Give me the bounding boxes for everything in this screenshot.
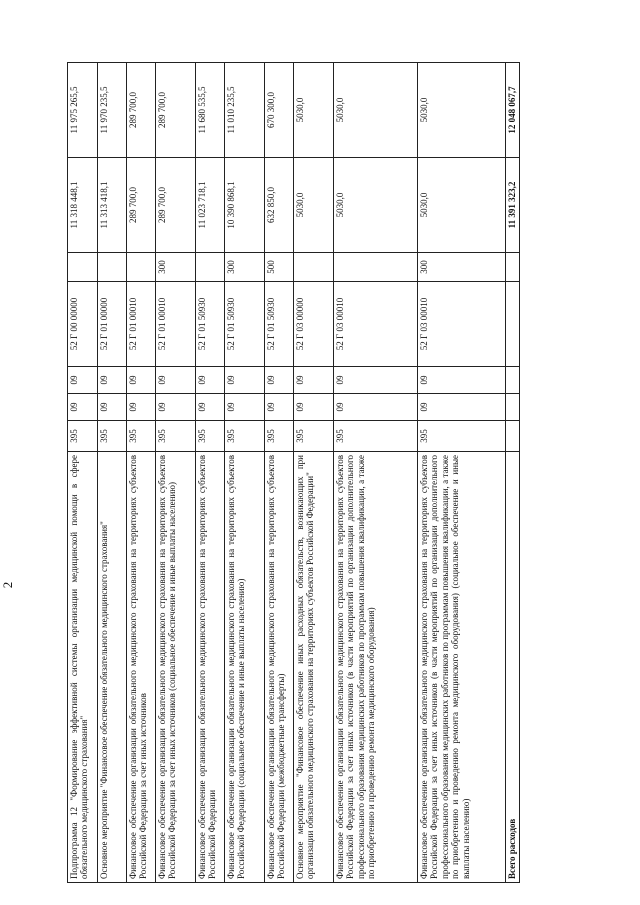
row-vr: 300 bbox=[225, 253, 265, 282]
row-name: Финансовое обеспечение организации обязательного медицинского страхования на территориях субъектов Российской Федерации (социальное обеспечение и иные выплаты населению) bbox=[225, 452, 265, 883]
table-row bbox=[98, 63, 127, 883]
row-vr bbox=[68, 253, 98, 282]
row-rz: 09 bbox=[68, 394, 98, 421]
row-ved: 395 bbox=[418, 421, 506, 452]
row-amount-1: 11 023 718,1 bbox=[196, 158, 225, 253]
total-amount-1: 11 391 323,2 bbox=[506, 158, 520, 253]
row-amount-1: 632 850,0 bbox=[265, 158, 294, 253]
row-csr: 52 Г 03 00010 bbox=[334, 282, 418, 367]
table-row bbox=[334, 63, 418, 883]
row-ved: 395 bbox=[294, 421, 334, 452]
row-vr bbox=[196, 253, 225, 282]
row-pr: 09 bbox=[225, 367, 265, 394]
row-amount-1: 289 700,0 bbox=[156, 158, 196, 253]
row-ved: 395 bbox=[334, 421, 418, 452]
row-rz: 09 bbox=[127, 394, 156, 421]
row-amount-1: 10 390 868,1 bbox=[225, 158, 265, 253]
row-csr: 52 Г 01 50930 bbox=[196, 282, 225, 367]
row-csr: 52 Г 03 00010 bbox=[418, 282, 506, 367]
row-pr: 09 bbox=[334, 367, 418, 394]
table-row bbox=[196, 63, 225, 883]
row-name: Финансовое обеспечение организации обязательного медицинского страхования на территориях субъектов Российской Федерации за счет иных источников (социальное обеспечение и иные выплаты населению) bbox=[156, 452, 196, 883]
row-ved: 395 bbox=[265, 421, 294, 452]
row-vr bbox=[294, 253, 334, 282]
row-name: Финансовое обеспечение организации обязательного медицинского страхования на территориях субъектов Российской Федерации за счет иных источников (в части мероприятий по организации дополнительного профессионального образования медицинских работников по программам повышения квалификации, а также по приобретению и проведению ремонта медицинского оборудования) bbox=[334, 452, 418, 883]
row-rz: 09 bbox=[196, 394, 225, 421]
row-amount-2: 289 700,0 bbox=[127, 63, 156, 158]
table-row bbox=[68, 63, 98, 883]
budget-table bbox=[67, 62, 520, 883]
row-amount-2: 670 300,0 bbox=[265, 63, 294, 158]
row-csr: 52 Г 01 00010 bbox=[127, 282, 156, 367]
row-pr: 09 bbox=[294, 367, 334, 394]
row-amount-2: 5030,0 bbox=[418, 63, 506, 158]
row-csr: 52 Г 01 00010 bbox=[156, 282, 196, 367]
row-rz: 09 bbox=[294, 394, 334, 421]
row-amount-2: 11 975 265,5 bbox=[68, 63, 98, 158]
row-vr bbox=[98, 253, 127, 282]
row-ved: 395 bbox=[156, 421, 196, 452]
row-amount-1: 5030,0 bbox=[418, 158, 506, 253]
table-row bbox=[225, 63, 265, 883]
row-name: Основное мероприятие "Финансовое обеспечение иных расходных обязательств, возникающих при организации обязательного медицинского страхования на территориях субъектов Российской Федерации" bbox=[294, 452, 334, 883]
row-name: Основное мероприятие "Финансовое обеспечение обязательного медицинского страхования" bbox=[98, 452, 127, 883]
table-row bbox=[294, 63, 334, 883]
row-vr: 300 bbox=[156, 253, 196, 282]
row-amount-2: 5030,0 bbox=[294, 63, 334, 158]
row-pr: 09 bbox=[196, 367, 225, 394]
row-amount-2: 11 680 535,5 bbox=[196, 63, 225, 158]
row-ved: 395 bbox=[225, 421, 265, 452]
row-amount-1: 5030,0 bbox=[294, 158, 334, 253]
row-rz: 09 bbox=[265, 394, 294, 421]
table-row bbox=[156, 63, 196, 883]
row-amount-2: 5030,0 bbox=[334, 63, 418, 158]
row-vr bbox=[127, 253, 156, 282]
page-number: 2 bbox=[0, 581, 15, 589]
row-vr: 300 bbox=[418, 253, 506, 282]
row-csr: 52 Г 01 00000 bbox=[98, 282, 127, 367]
row-rz: 09 bbox=[225, 394, 265, 421]
row-pr: 09 bbox=[68, 367, 98, 394]
row-csr: 52 Г 01 50930 bbox=[265, 282, 294, 367]
row-csr: 52 Г 01 50930 bbox=[225, 282, 265, 367]
row-pr: 09 bbox=[156, 367, 196, 394]
row-ved: 395 bbox=[127, 421, 156, 452]
row-ved: 395 bbox=[68, 421, 98, 452]
table-row bbox=[265, 63, 294, 883]
row-name: Подпрограмма 12 "Формирование эффективной системы организации медицинской помощи в сфере обязательного медицинского страхования" bbox=[68, 452, 98, 883]
row-vr: 500 bbox=[265, 253, 294, 282]
row-amount-2: 11 970 235,5 bbox=[98, 63, 127, 158]
row-amount-1: 5030,0 bbox=[334, 158, 418, 253]
row-pr: 09 bbox=[265, 367, 294, 394]
row-name: Финансовое обеспечение организации обязательного медицинского страхования на территориях субъектов Российской Федерации за счет иных источников (в части мероприятий по организации дополнительного профессионального образования медицинских работников по программам повышения квалификации, а также по приобретению и проведению ремонта медицинского оборудования) (социальное обеспечение и иные выплаты населению) bbox=[418, 452, 506, 883]
total-amount-2: 12 048 067,7 bbox=[506, 63, 520, 158]
total-row bbox=[506, 63, 520, 883]
table-row bbox=[127, 63, 156, 883]
table-row bbox=[418, 63, 506, 883]
row-name: Финансовое обеспечение организации обязательного медицинского страхования на территориях субъектов Российской Федерации за счет иных источников bbox=[127, 452, 156, 883]
row-rz: 09 bbox=[334, 394, 418, 421]
row-rz: 09 bbox=[418, 394, 506, 421]
row-vr bbox=[334, 253, 418, 282]
row-csr: 52 Г 03 00000 bbox=[294, 282, 334, 367]
row-pr: 09 bbox=[418, 367, 506, 394]
row-pr: 09 bbox=[98, 367, 127, 394]
row-amount-1: 11 318 448,1 bbox=[68, 158, 98, 253]
row-rz: 09 bbox=[98, 394, 127, 421]
row-amount-2: 11 010 235,5 bbox=[225, 63, 265, 158]
row-csr: 52 Г 00 00000 bbox=[68, 282, 98, 367]
row-name: Финансовое обеспечение организации обязательного медицинского страхования на территориях субъектов Российской Федерации bbox=[196, 452, 225, 883]
row-pr: 09 bbox=[127, 367, 156, 394]
row-amount-1: 11 313 418,1 bbox=[98, 158, 127, 253]
total-label: Всего расходов bbox=[506, 452, 520, 883]
budget-table-body bbox=[68, 63, 520, 883]
row-rz: 09 bbox=[156, 394, 196, 421]
row-amount-1: 289 700,0 bbox=[127, 158, 156, 253]
row-name: Финансовое обеспечение организации обязательного медицинского страхования на территориях субъектов Российской Федерации (межбюджетные трансферты) bbox=[265, 452, 294, 883]
row-ved: 395 bbox=[196, 421, 225, 452]
row-ved: 395 bbox=[98, 421, 127, 452]
row-amount-2: 289 700,0 bbox=[156, 63, 196, 158]
